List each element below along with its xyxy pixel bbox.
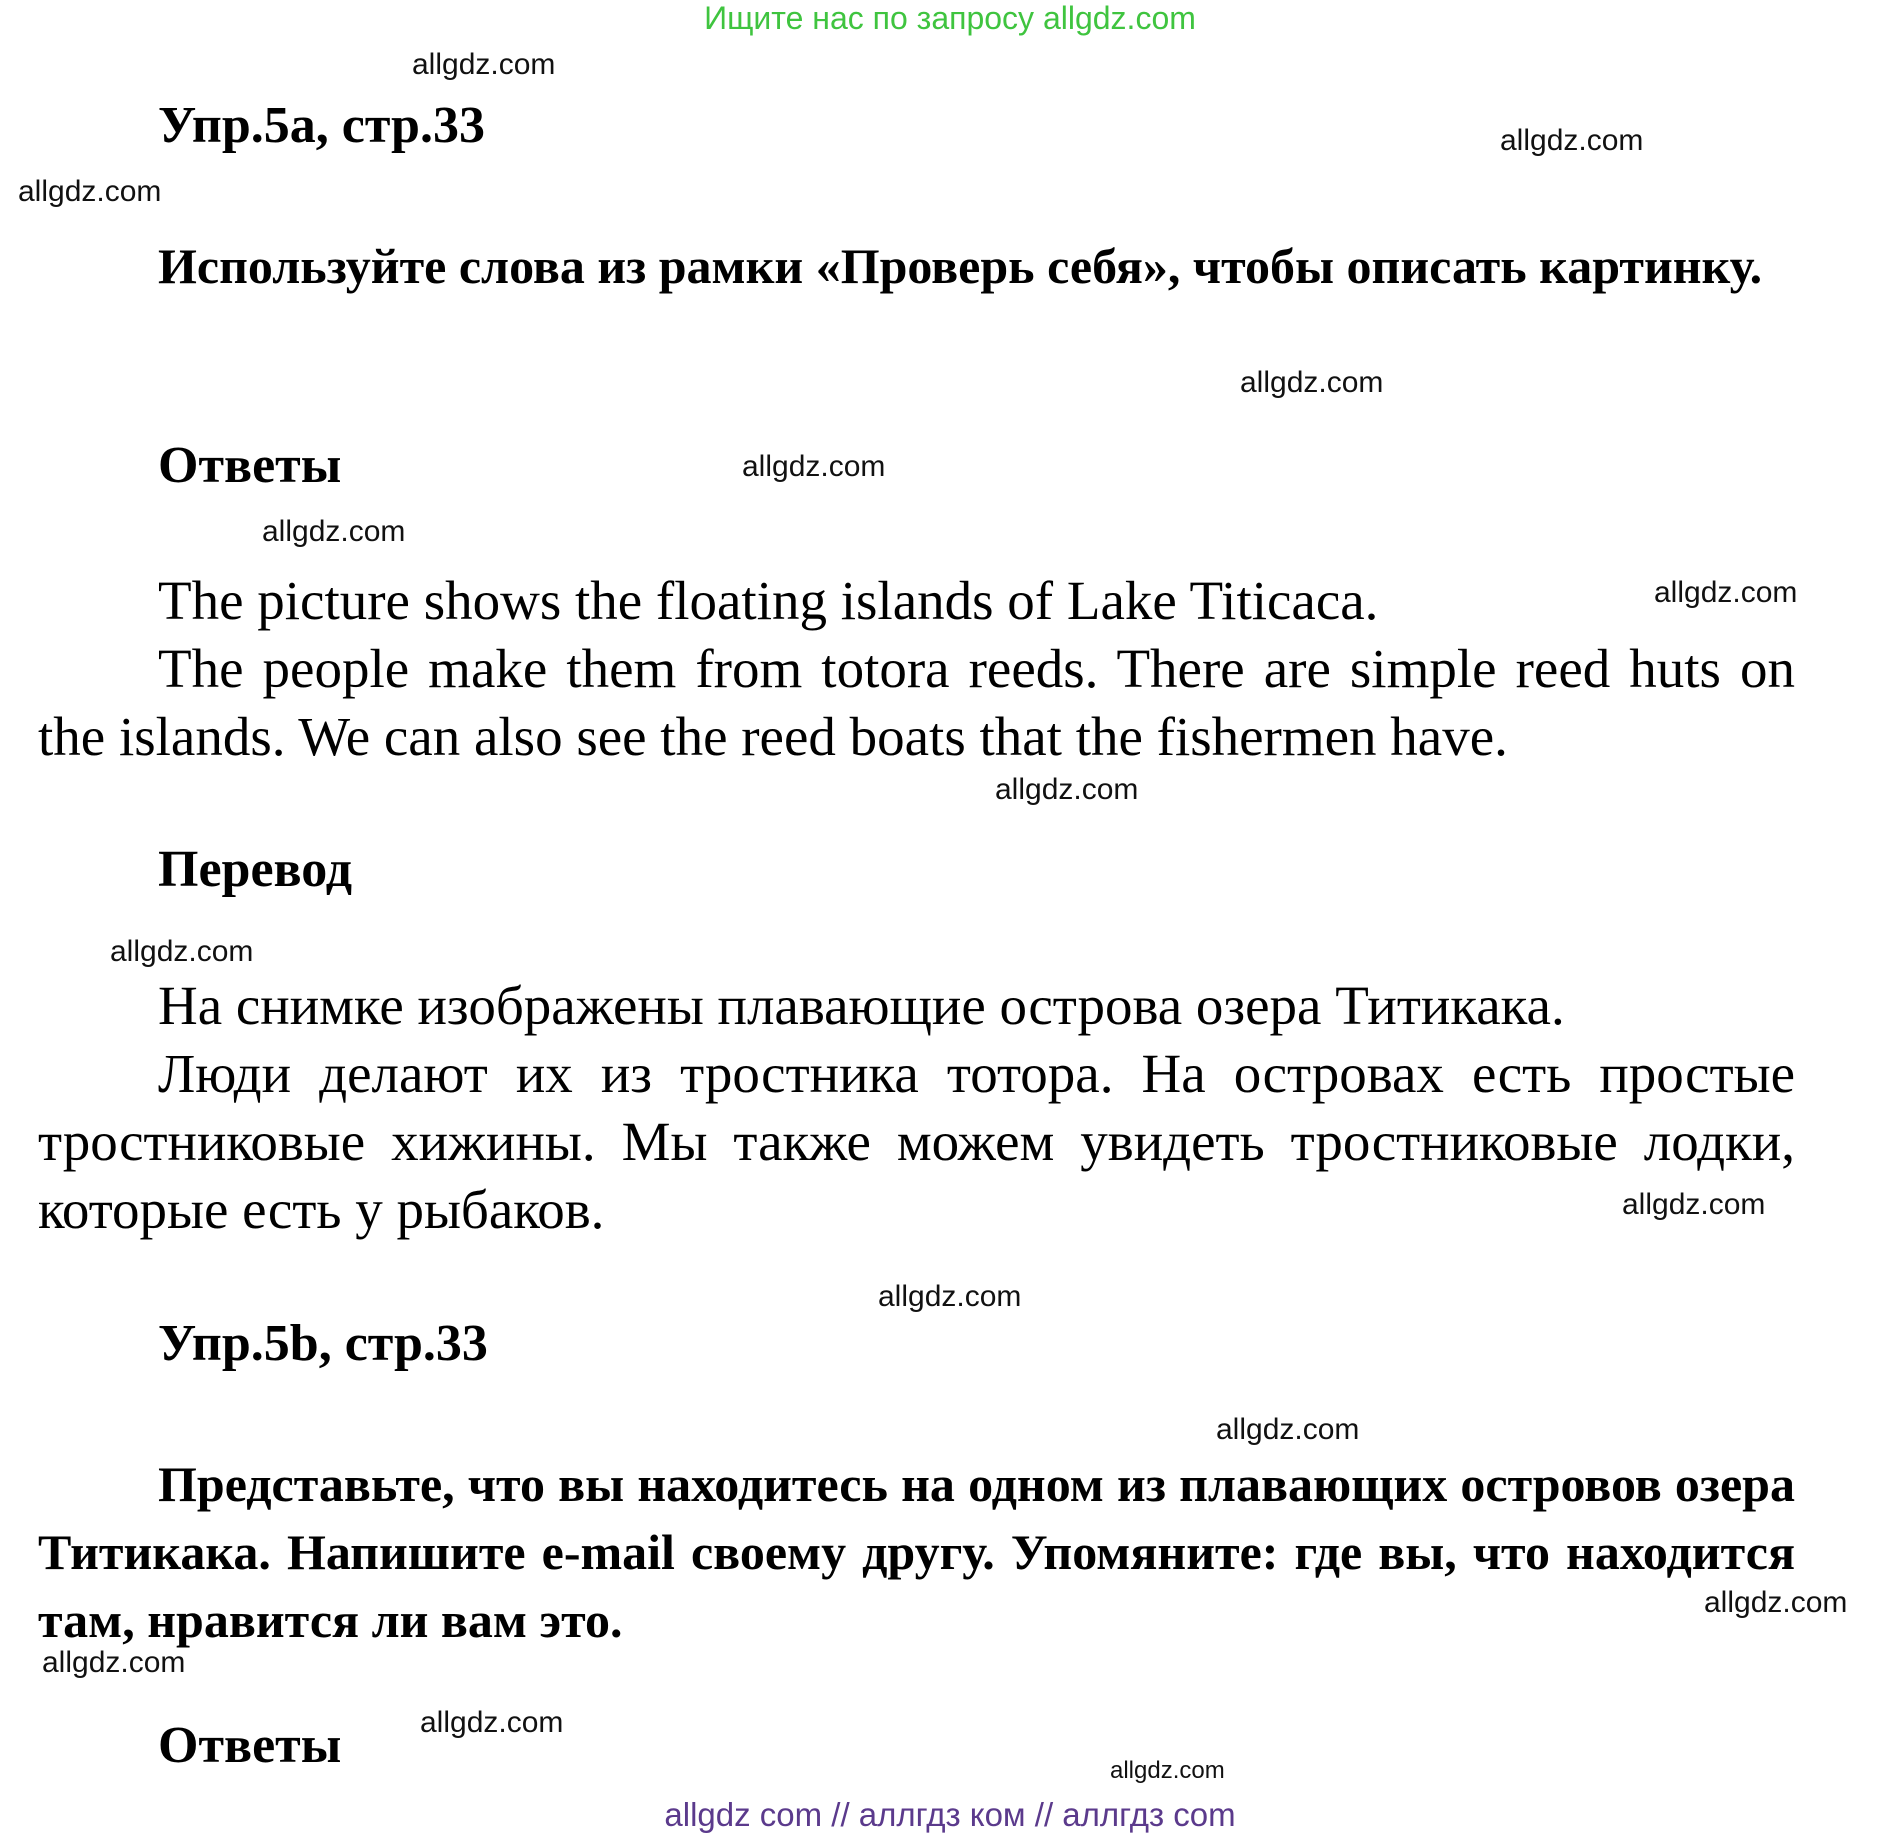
- watermark: allgdz.com: [878, 1280, 1022, 1313]
- exercise-a-translation-heading: Перевод: [158, 841, 353, 898]
- exercise-b-task: Представьте, что вы находитесь на одном из плавающих островов озера Титикака. Напишите e-mail своему другу. Упомяните: где вы, что находится там, нравится ли вам это.: [38, 1456, 1795, 1648]
- watermark: allgdz.com: [262, 515, 406, 548]
- watermark: allgdz.com: [1654, 576, 1798, 609]
- watermark: allgdz.com: [1240, 366, 1384, 399]
- exercise-a-answer-paragraph-1: The picture shows the floating islands of Lake Titicaca.: [158, 570, 1379, 631]
- watermark: allgdz.com: [110, 935, 254, 968]
- exercise-b-answers-heading: Ответы: [158, 1717, 342, 1774]
- watermark: allgdz.com: [1110, 1757, 1225, 1784]
- exercise-a-translation-paragraph-1: На снимке изображены плавающие острова озера Титикака.: [158, 975, 1565, 1036]
- exercise-a-answers-heading: Ответы: [158, 437, 342, 494]
- footer-watermark: allgdz com // аллгдз ком // аллгдз com: [664, 1796, 1236, 1833]
- watermark: allgdz.com: [1704, 1586, 1848, 1619]
- watermark: allgdz.com: [18, 175, 162, 208]
- watermark: allgdz.com: [742, 450, 886, 483]
- watermark: allgdz.com: [1622, 1188, 1766, 1221]
- watermark: allgdz.com: [420, 1706, 564, 1739]
- watermark: allgdz.com: [1216, 1413, 1360, 1446]
- top-banner: Ищите нас по запросу allgdz.com: [704, 0, 1196, 36]
- watermark: allgdz.com: [1500, 124, 1644, 157]
- exercise-a-task: Используйте слова из рамки «Проверь себя», чтобы описать картинку.: [158, 238, 1763, 294]
- exercise-a-translation-paragraph-2: Люди делают их из тростника тотора. На островах есть простые тростниковые хижины. Мы также можем увидеть тростниковые лодки, которые есть у рыбаков.: [38, 1043, 1795, 1240]
- exercise-b-title: Упр.5b, стр.33: [158, 1315, 488, 1372]
- watermark: allgdz.com: [412, 48, 556, 81]
- watermark: allgdz.com: [42, 1646, 186, 1679]
- watermark: allgdz.com: [995, 773, 1139, 806]
- exercise-a-answer-paragraph-2: The people make them from totora reeds. There are simple reed huts on the islands. We can also see the reed boats that the fishermen have.: [38, 638, 1795, 767]
- exercise-a-title: Упр.5a, стр.33: [158, 97, 485, 154]
